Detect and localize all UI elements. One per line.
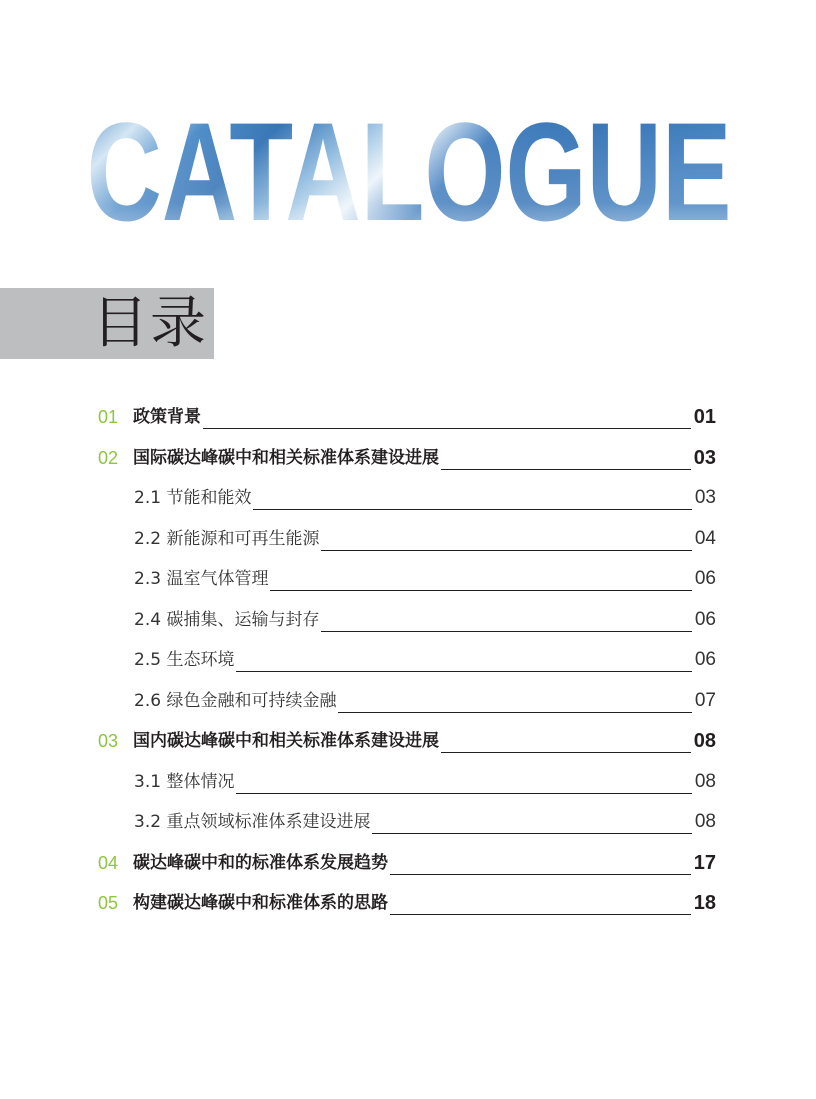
- page-title: 目录: [92, 291, 208, 356]
- toc-entry-title: 政策背景: [133, 407, 201, 427]
- toc-page-number: 04: [692, 527, 716, 551]
- catalogue-word-clouds: CATALOGUE: [86, 100, 732, 235]
- toc-entry-title: 2.6 绿色金融和可持续金融: [134, 691, 337, 711]
- toc-page-number: 06: [692, 567, 716, 591]
- toc-page-number: 03: [692, 486, 716, 510]
- toc-page-number: 17: [691, 851, 716, 875]
- toc-entry-number: 01: [98, 407, 119, 427]
- toc-leader-line: [133, 428, 716, 429]
- toc-entry-number: 05: [98, 893, 119, 913]
- toc-entry-title: 2.3 温室气体管理: [134, 569, 269, 589]
- toc-entry-title: 国内碳达峰碳中和相关标准体系建设进展: [133, 731, 439, 751]
- toc-entry-title: 构建碳达峰碳中和标准体系的思路: [133, 893, 388, 913]
- toc-entry[interactable]: [0, 810, 816, 836]
- toc-entry[interactable]: [0, 486, 816, 512]
- toc-entry-title: 2.2 新能源和可再生能源: [134, 529, 320, 549]
- toc-entry-title: 3.1 整体情况: [134, 772, 235, 792]
- toc-page-number: 03: [691, 446, 716, 470]
- toc-entry[interactable]: [0, 405, 816, 431]
- toc-page-number: 06: [692, 648, 716, 672]
- toc-page-number: 07: [692, 689, 716, 713]
- toc-entry[interactable]: [0, 770, 816, 796]
- toc-page-number: 18: [691, 891, 716, 915]
- toc-entry[interactable]: [0, 527, 816, 553]
- toc-entry[interactable]: [0, 608, 816, 634]
- toc-page-number: 08: [691, 729, 716, 753]
- toc-entry-number: 04: [98, 853, 119, 873]
- toc-entry[interactable]: [0, 446, 816, 472]
- toc-entry[interactable]: [0, 891, 816, 917]
- toc-entry-title: 国际碳达峰碳中和相关标准体系建设进展: [133, 448, 439, 468]
- toc-page-number: 08: [692, 770, 716, 794]
- toc-entry[interactable]: [0, 851, 816, 877]
- toc-page-number: 06: [692, 608, 716, 632]
- toc-entry-title: 2.5 生态环境: [134, 650, 235, 670]
- toc-entry[interactable]: [0, 567, 816, 593]
- toc-page-number: 01: [691, 405, 716, 429]
- toc-entry[interactable]: [0, 729, 816, 755]
- toc-entry-title: 碳达峰碳中和的标准体系发展趋势: [133, 853, 388, 873]
- toc-entry-title: 2.1 节能和能效: [134, 488, 252, 508]
- toc-entry-title: 3.2 重点领域标准体系建设进展: [134, 812, 371, 832]
- toc-entry-number: 02: [98, 448, 119, 468]
- toc-entry-title: 2.4 碳捕集、运输与封存: [134, 610, 320, 630]
- toc-entry[interactable]: [0, 648, 816, 674]
- toc-page-number: 08: [692, 810, 716, 834]
- toc-entry[interactable]: [0, 689, 816, 715]
- toc-entry-number: 03: [98, 731, 119, 751]
- catalogue-word: CATALOGUE: [86, 100, 732, 235]
